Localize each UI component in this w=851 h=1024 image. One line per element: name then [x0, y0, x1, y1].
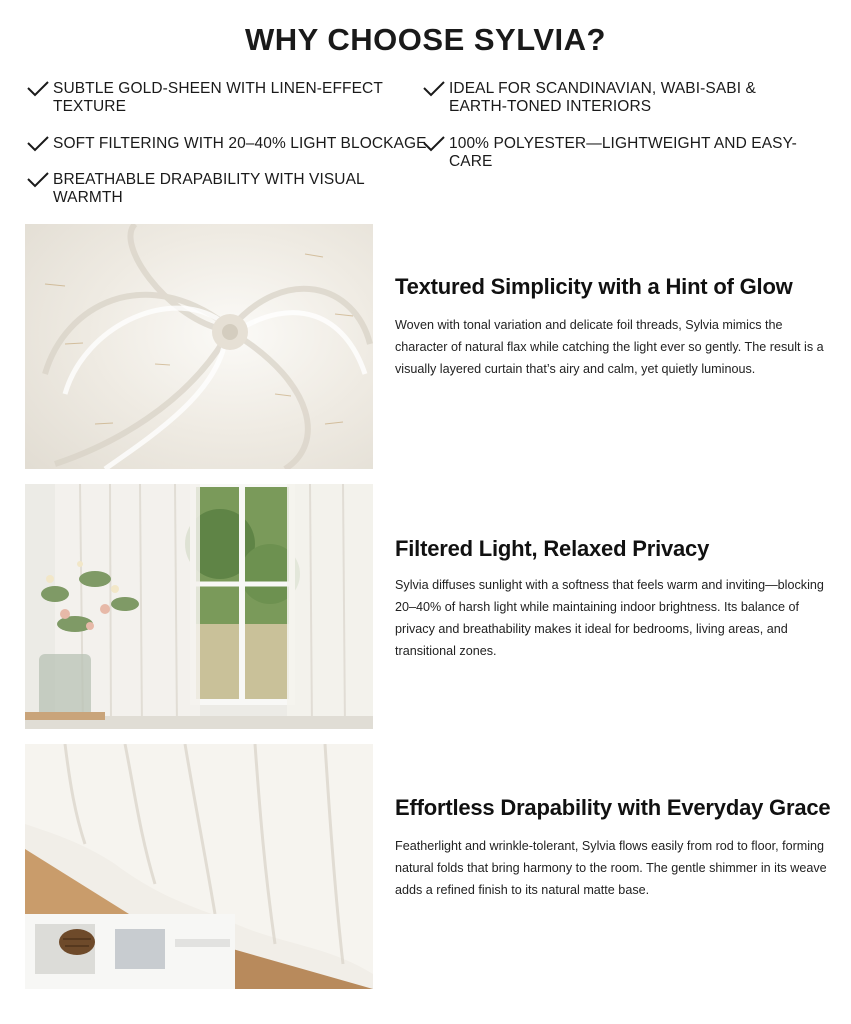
section-body-1: Woven with tonal variation and delicate foil threads, Sylvia mimics the character of natural flax while catching the light ever so gently. The result is a visually layered curtain that’s airy and calm, yet quietly luminous.	[395, 318, 824, 376]
checkmark-icon	[27, 136, 49, 152]
checkmark-icon	[423, 81, 445, 97]
feature-text: SUBTLE GOLD-SHEEN WITH LINEN-EFFECT TEXTURE	[53, 80, 383, 115]
section-heading-3: Effortless Drapability with Everyday Grace	[395, 795, 831, 820]
page-title: WHY CHOOSE SYLVIA?	[245, 22, 606, 57]
checkmark-icon	[27, 172, 49, 188]
section-heading-1: Textured Simplicity with a Hint of Glow	[395, 274, 793, 299]
feature-text: BREATHABLE DRAPABILITY WITH VISUAL WARMTH	[53, 171, 365, 206]
feature-item-1	[27, 80, 402, 116]
section-body-3: Featherlight and wrinkle-tolerant, Sylvia flows easily from rod to floor, forming natural folds that bring harmony to the room. The gentle shimmer in its weave adds a refined finish to its natural matte base.	[395, 839, 827, 897]
section-heading-2: Filtered Light, Relaxed Privacy	[395, 536, 710, 561]
feature-text: IDEAL FOR SCANDINAVIAN, WABI-SABI & EARTH-TONED INTERIORS	[449, 80, 756, 115]
fabric-swirl-image	[25, 224, 373, 469]
feature-item-5	[27, 171, 437, 207]
feature-text: SOFT FILTERING WITH 20–40% LIGHT BLOCKAGE	[53, 135, 427, 152]
section-body-2: Sylvia diffuses sunlight with a softness that feels warm and inviting—blocking 20–40% of harsh light while maintaining indoor brightness. Its balance of privacy and breathability makes it ideal for bedrooms, living areas, and transitional zones.	[395, 578, 824, 658]
window-curtain-image	[25, 484, 373, 729]
checkmark-icon	[423, 136, 445, 152]
feature-item-3	[27, 135, 427, 153]
feature-text: 100% POLYESTER—LIGHTWEIGHT AND EASY-CARE	[449, 135, 797, 170]
drape-floor-image	[25, 744, 373, 989]
feature-item-2	[423, 80, 813, 116]
checkmark-icon	[27, 81, 49, 97]
feature-item-4	[423, 135, 833, 171]
